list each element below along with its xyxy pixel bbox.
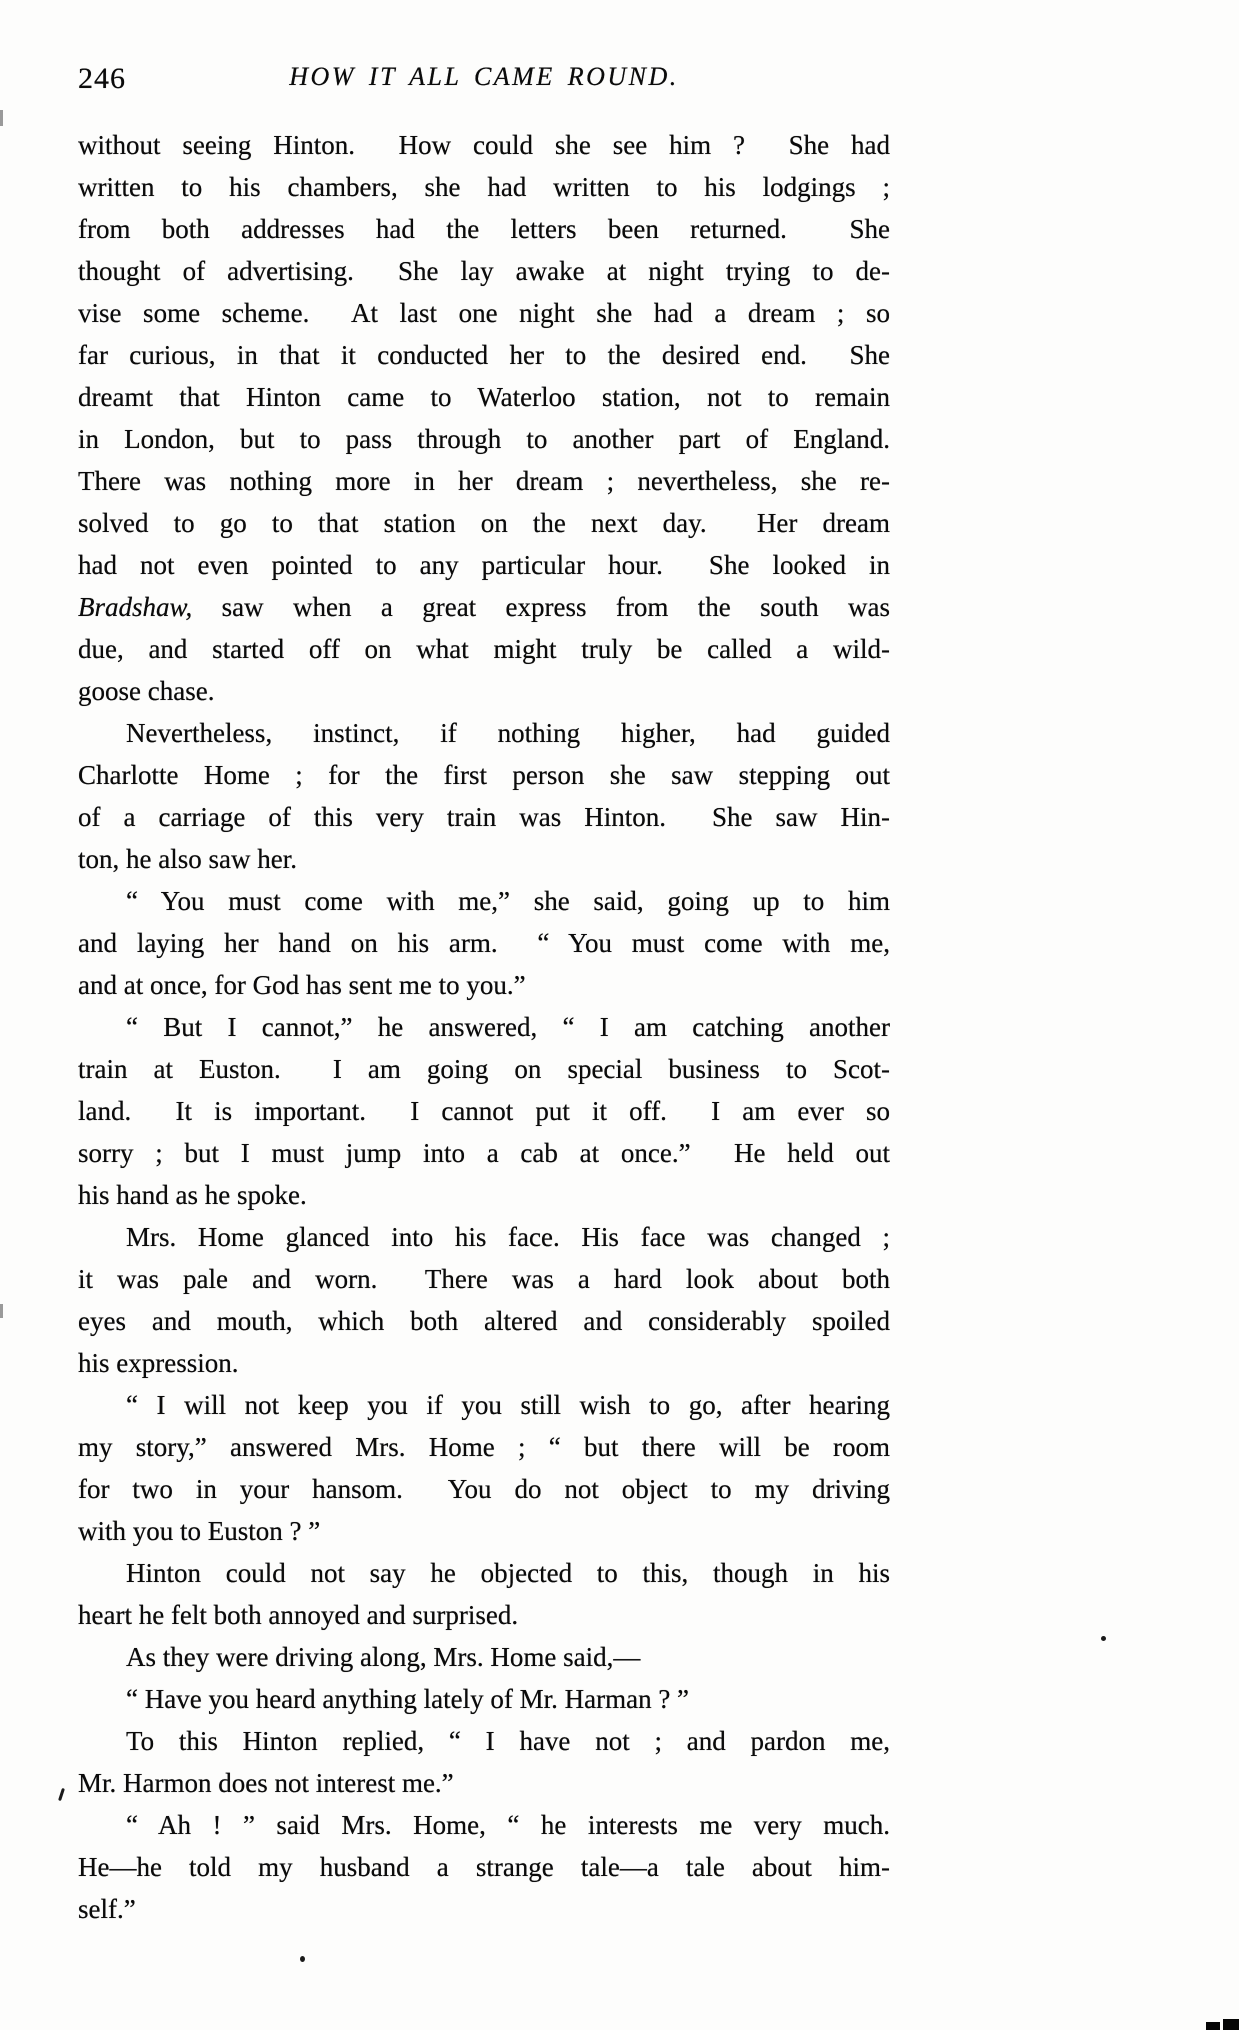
paragraph (78, 712, 890, 880)
text-line: Hinton could not say he objected to this, though in his (126, 1558, 890, 1588)
paragraph (78, 1552, 890, 1636)
page-edge-mark (0, 110, 3, 126)
text-line: goose chase. (78, 676, 215, 706)
text-line: There was nothing more in her dream ; nevertheless, she re- (78, 466, 890, 496)
text-line: far curious, in that it conducted her to the desired end. She (78, 340, 890, 370)
page-body (78, 124, 890, 1930)
text-line: train at Euston. I am going on special business to Scot- (78, 1054, 890, 1084)
text-line: Charlotte Home ; for the first person she saw stepping out (78, 760, 890, 790)
text-line: Nevertheless, instinct, if nothing higher, had guided (126, 718, 890, 748)
text-line: “ You must come with me,” she said, going up to him (126, 886, 890, 916)
paragraph (78, 124, 890, 712)
text-line: it was pale and worn. There was a hard look about both (78, 1264, 890, 1294)
text-line: eyes and mouth, which both altered and considerably spoiled (78, 1306, 890, 1336)
text-line: had not even pointed to any particular hour. She looked in (78, 550, 890, 580)
paragraph (78, 1720, 890, 1804)
paragraph (78, 1384, 890, 1552)
text-line: As they were driving along, Mrs. Home said,— (126, 1642, 641, 1672)
text-line: thought of advertising. She lay awake at night trying to de- (78, 256, 890, 286)
ink-blob (1223, 2019, 1239, 2030)
text-line: of a carriage of this very train was Hinton. She saw Hin- (78, 802, 890, 832)
text-line: He—he told my husband a strange tale—a tale about him- (78, 1852, 890, 1882)
text-line: Mr. Harmon does not interest me.” (78, 1768, 454, 1798)
text-line: vise some scheme. At last one night she had a dream ; so (78, 298, 890, 328)
running-head: HOW IT ALL CAME ROUND. (289, 62, 679, 91)
text-line: land. It is important. I cannot put it off. I am ever so (78, 1096, 890, 1126)
text-line: with you to Euston ? ” (78, 1516, 321, 1546)
text-line: self.” (78, 1894, 136, 1924)
ink-speck (58, 1788, 65, 1801)
page-number: 246 (78, 62, 126, 95)
text-line: “ Ah ! ” said Mrs. Home, “ he interests me very much. (126, 1810, 890, 1840)
paragraph (78, 1804, 890, 1930)
ink-speck (1101, 1636, 1106, 1641)
text-line: without seeing Hinton. How could she see him ? She had (78, 130, 890, 160)
text-line: Mrs. Home glanced into his face. His face was changed ; (126, 1222, 890, 1252)
text-line: solved to go to that station on the next day. Her dream (78, 508, 890, 538)
paragraph (78, 1216, 890, 1384)
italic-text: Bradshaw, (78, 592, 193, 622)
text-line: for two in your hansom. You do not object to my driving (78, 1474, 890, 1504)
text-line: heart he felt both annoyed and surprised. (78, 1600, 519, 1630)
text-line: dreamt that Hinton came to Waterloo station, not to remain (78, 382, 890, 412)
text-line (78, 586, 890, 628)
text-line: To this Hinton replied, “ I have not ; and pardon me, (126, 1726, 890, 1756)
ink-blob (1206, 2022, 1220, 2030)
text-line: his expression. (78, 1348, 239, 1378)
text-line: in London, but to pass through to another part of England. (78, 424, 890, 454)
paragraph (78, 1678, 890, 1720)
text-line: “ Have you heard anything lately of Mr. Harman ? ” (126, 1684, 690, 1714)
text-line: sorry ; but I must jump into a cab at once.” He held out (78, 1138, 890, 1168)
paragraph (78, 880, 890, 1006)
text-line: my story,” answered Mrs. Home ; “ but there will be room (78, 1432, 890, 1462)
plain-text: saw when a great express from the south was (192, 592, 890, 622)
paragraph (78, 1006, 890, 1216)
text-line: due, and started off on what might truly be called a wild- (78, 634, 890, 664)
text-line: written to his chambers, she had written to his lodgings ; (78, 172, 890, 202)
text-line: “ I will not keep you if you still wish to go, after hearing (126, 1390, 890, 1420)
text-line: ton, he also saw her. (78, 844, 297, 874)
text-line: his hand as he spoke. (78, 1180, 307, 1210)
ink-speck (300, 1956, 305, 1962)
page-edge-mark (0, 1304, 3, 1318)
text-line: and laying her hand on his arm. “ You must come with me, (78, 928, 890, 958)
text-line: “ But I cannot,” he answered, “ I am catching another (126, 1012, 890, 1042)
text-line: and at once, for God has sent me to you.” (78, 970, 526, 1000)
paragraph (78, 1636, 890, 1678)
text-line: from both addresses had the letters been returned. She (78, 214, 890, 244)
